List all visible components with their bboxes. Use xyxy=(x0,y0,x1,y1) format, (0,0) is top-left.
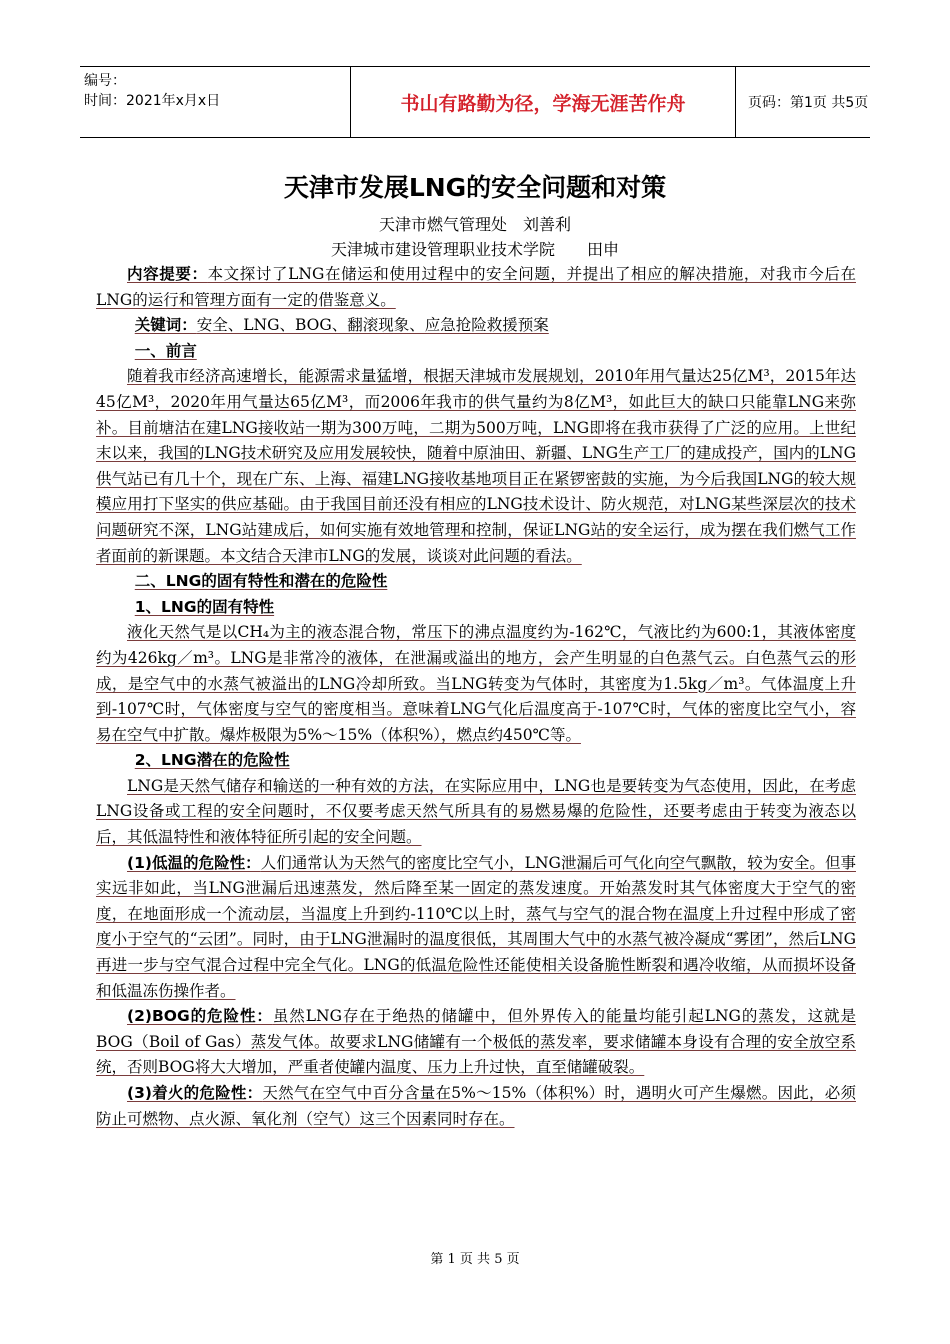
keywords-label: 关键词： xyxy=(134,316,197,335)
section-1-heading: 一、前言 xyxy=(134,341,197,360)
document-title: 天津市发展LNG的安全问题和对策 xyxy=(283,173,667,202)
subsection-1-paragraph: 液化天然气是以CH₄为主的液态混合物，常压下的沸点温度约为-162℃，气液比约为600:1，其液体密度约为426kg／m³。LNG是非常冷的液体，在泄漏或溢出的地方，会产生明显的白色蒸气云。白色蒸气云的形成，是空气中的水蒸气被溢出的LNG冷却所致。当LNG转变为气体时，其密度为1.5kg／m³。气体温度上升到-107℃时，气体密度与空气的密度相当。意味着LNG气化后温度高于-107℃时，气体的密度比空气小，容易在空气中扩散。爆炸极限为5%～15%（体积%），燃点约450℃等。 xyxy=(96,623,856,744)
point-1-paragraph xyxy=(96,851,856,1005)
section-1-paragraph: 随着我市经济高速增长，能源需求量猛增，根据天津城市发展规划，2010年用气量达25亿M³，2015年达45亿M³，2020年用气量达65亿M³，而2006年我市的供气量约为8亿M³，如此巨大的缺口只能靠LNG来弥补。目前塘沽在建LNG接收站一期为300万吨，二期为500万吨，LNG即将在我市获得了广泛的应用。上世纪末以来，我国的LNG技术研究及应用发展较快，随着中原油田、新疆、LNG生产工厂的建成投产，国内的LNG供气站已有几十个，现在广东、上海、福建LNG接收基地项目正在紧锣密鼓的实施，为今后我国LNG的较大规模应用打下坚实的供应基础。由于我国目前还没有相应的LNG技术设计、防火规范，对LNG某些深层次的技术问题研究不深，LNG站建成后，如何实施有效地管理和控制，保证LNG站的安全运行，成为摆在我们燃气工作者面前的新课题。本文结合天津市LNG的发展，谈谈对此问题的看法。 xyxy=(96,367,856,565)
author-line-2: 天津城市建设管理职业技术学院 田申 xyxy=(330,240,619,259)
keywords-text: 安全、LNG、BOG、翻滚现象、应急抢险救援预案 xyxy=(196,316,549,335)
header-meta xyxy=(80,67,290,137)
point-1-label: (1)低温的危险性： xyxy=(127,853,261,872)
point-3-paragraph xyxy=(96,1081,856,1132)
section-2-heading: 二、LNG的固有特性和潜在的危险性 xyxy=(134,572,388,591)
doc-time-label: 时间：2021年x月x日 xyxy=(84,93,221,109)
author-line-1: 天津市燃气管理处 刘善利 xyxy=(378,215,571,234)
document-body xyxy=(96,262,856,1132)
point-2-text: 虽然LNG存在于绝热的储罐中，但外界传入的能量均能引起LNG的蒸发，这就是BOG（Boil of Gas）蒸发气体。故要求LNG储罐有一个极低的蒸发率，要求储罐本身设有合理的安全放空系统，否则BOG将大大增加，严重者使罐内温度、压力上升过快，直至储罐破裂。 xyxy=(96,1007,856,1077)
subsection-2-paragraph: LNG是天然气储存和输送的一种有效的方法，在实际应用中，LNG也是要转变为气态使用，因此，在考虑LNG设备或工程的安全问题时，不仅要考虑天然气所具有的易燃易爆的危险性，还要考虑由于转变为液态以后，其低温特性和液体特征所引起的安全问题。 xyxy=(96,776,856,847)
point-2-label: (2)BOG的危险性： xyxy=(127,1007,273,1026)
point-3-label: (3)着火的危险性： xyxy=(127,1084,263,1102)
header-page-info: 页码：第1页 共5页 xyxy=(748,95,869,111)
abstract-label: 内容提要： xyxy=(127,265,208,283)
keywords-paragraph xyxy=(96,313,856,339)
abstract-text: 本文探讨了LNG在储运和使用过程中的安全问题，并提出了相应的解决措施，对我市今后在LNG的运行和管理方面有一定的借鉴意义。 xyxy=(96,265,856,309)
doc-number-label: 编号： xyxy=(84,73,126,89)
page-header xyxy=(80,66,870,138)
point-1-text: 人们通常认为天然气的密度比空气小，LNG泄漏后可气化向空气飘散，较为安全。但事实远非如此，当LNG泄漏后迅速蒸发，然后降至某一固定的蒸发速度。开始蒸发时其气体密度大于空气的密度，在地面形成一个流动层，当温度上升到约-110℃以上时，蒸气与空气的混合物在温度上升过程中形成了密度小于空气的“云团”。同时，由于LNG泄漏时的温度很低，其周围大气中的水蒸气被冷凝成“雾团”，然后LNG再进一步与空气混合过程中完全气化。LNG的低温危险性还能使相关设备脆性断裂和遇冷收缩，从而损坏设备和低温冻伤操作者。 xyxy=(96,853,856,1000)
page-footer: 第 1 页 共 5 页 xyxy=(430,1252,520,1267)
point-2-paragraph xyxy=(96,1004,856,1081)
subsection-2-heading: 2、LNG潜在的危险性 xyxy=(134,751,290,770)
point-3-text: 天然气在空气中百分含量在5%～15%（体积%）时，遇明火可产生爆燃。因此，必须防止可燃物、点火源、氧化剂（空气）这三个因素同时存在。 xyxy=(96,1084,856,1128)
subsection-1-heading: 1、LNG的固有特性 xyxy=(134,597,275,616)
header-motto: 书山有路勤为径，学海无涯苦作舟 xyxy=(350,67,736,137)
abstract-paragraph xyxy=(96,262,856,313)
